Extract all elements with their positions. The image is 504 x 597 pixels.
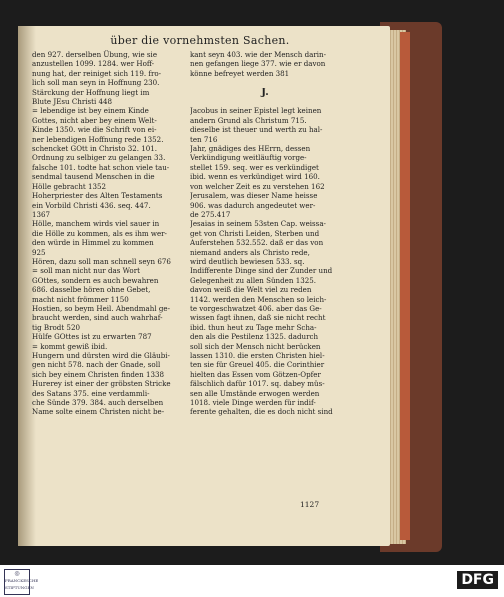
text-line: Jesaias in seinem 53sten Cap. weissa- xyxy=(190,219,326,229)
text-line: schencket GOtt in Christo 32. 101. xyxy=(32,144,158,154)
library-logo: ◎ FRANCKESCHE STIFTUNGEN xyxy=(4,569,30,595)
text-line: GOttes, sondern es auch bewahren xyxy=(32,275,159,285)
dfg-logo: DFG xyxy=(457,571,498,589)
text-line: wissen fagt ihnen, daß sie nicht recht xyxy=(190,313,326,323)
text-line: den 927. derselben Übung, wie sie xyxy=(32,50,158,59)
text-line: Hoherpriester des Alten Testaments xyxy=(32,191,163,201)
text-line: wird deutlich bewiesen 533. sq. xyxy=(190,256,305,266)
text-line: Jerusalem, was dieser Name heisse xyxy=(190,191,318,201)
text-line: J. xyxy=(261,87,269,98)
text-line: stellet 159. seq. wer es verkündiget xyxy=(190,162,319,172)
text-line: anzustellen 1099. 1284. wer Hoff- xyxy=(32,59,155,69)
text-line: Hungern und dürsten wird die Gläubi- xyxy=(32,351,170,360)
text-line: Stärckung der Hoffnung liegt im xyxy=(32,87,150,97)
text-line: ein Vorbild Christi 436. seq. 447. xyxy=(32,200,151,210)
text-line: sen alle Umstände erwogen werden xyxy=(190,388,320,398)
text-line: ferente gehalten, die es doch nicht sind xyxy=(190,407,333,417)
text-line: nung hat, der reiniget sich 119. fro- xyxy=(32,68,162,78)
text-line: kant seyn 403. wie der Mensch darin- xyxy=(190,50,326,59)
text-line: Gottes, nicht aber bey einem Welt- xyxy=(32,115,157,125)
text-line: Hölle gebracht 1352 xyxy=(32,181,107,191)
footer-bar xyxy=(0,565,504,597)
text-line: = lebendige ist bey einem Kinde xyxy=(32,106,149,116)
text-line: ten 716 xyxy=(190,134,218,144)
text-line: ten sie für Greuel 405. die Corinthier xyxy=(190,360,325,370)
text-line: ner lebendigen Hoffnung rede 1352. xyxy=(32,134,164,144)
page-number: 1127 xyxy=(300,500,320,509)
text-line: sendmal tausend Menschen in die xyxy=(32,172,155,182)
text-line: Gelegenheit zu allen Sünden 1325. xyxy=(190,275,316,285)
text-line: Jahr, gnädiges des HErrn, dessen xyxy=(190,144,311,154)
text-line: den würde in Himmel zu kommen xyxy=(32,238,154,248)
text-line: Ordnung zu selbiger zu gelangen 33. xyxy=(32,153,166,163)
text-line: andern Grund als Christum 715. xyxy=(190,115,307,125)
text-line: davon weiß die Welt viel zu reden xyxy=(190,285,312,295)
text-line: könne befreyet werden 381 xyxy=(190,68,290,78)
text-line: Hören, dazu soll man schnell seyn 676 xyxy=(32,256,171,266)
text-line: ibid. wenn es verkündiget wird 160. xyxy=(190,172,320,182)
text-line: 686. dasselbe hören ohne Gebet, xyxy=(32,285,151,295)
text-line: 906. was dadurch angedeutet wer- xyxy=(190,200,316,210)
text-line: lassen 1310. die ersten Christen hiel- xyxy=(190,351,325,360)
text-line: Indifferente Dinge sind der Zunder und xyxy=(190,266,333,276)
page-header: über die vornehmsten Sachen. xyxy=(110,34,290,47)
text-line: Auferstehen 532.552. daß er das von xyxy=(190,238,324,248)
text-line: fälschlich dafür 1017. sq. dabey müs- xyxy=(190,379,325,389)
text-line xyxy=(190,78,340,87)
text-line: Kinde 1350. wie die Schrift von ei- xyxy=(32,125,157,135)
text-line: te vorgeschwatzet 406. aber das Ge- xyxy=(190,303,322,313)
text-line: macht nicht frömmer 1150 xyxy=(32,294,129,304)
text-line: 1018. viele Dinge werden für indif- xyxy=(190,398,316,408)
text-line: tig Brodt 520 xyxy=(32,322,80,332)
text-line: falsche 101. todte hat schon viele tau- xyxy=(32,162,170,172)
text-line: lich soll man seyn in Hoffnung 230. xyxy=(32,78,160,88)
text-line: des Satans 375. eine verdammli- xyxy=(32,388,150,398)
text-line: den als die Pestilenz 1325. dadurch xyxy=(190,332,319,342)
left-column xyxy=(32,50,182,417)
text-line: die Hölle zu kommen, als es ihm wer- xyxy=(32,228,167,238)
text-line: hielten das Essen vom Götzen-Opfer xyxy=(190,369,321,379)
text-line: Hölle, manchem wirds viel sauer in xyxy=(32,219,160,229)
text-line: Hostien, so beym Heil. Abendmahl ge- xyxy=(32,303,170,313)
text-line: ibid. thun heut zu Tage mehr Scha- xyxy=(190,322,317,332)
text-line: = kommt gewiß ibid. xyxy=(32,341,108,351)
text-line: von welcher Zeit es zu verstehen 162 xyxy=(190,181,325,191)
text-line: Blute JEsu Christi 448 xyxy=(32,97,113,107)
text-line: sich bey einem Christen finden 1338 xyxy=(32,369,165,379)
text-line: Jacobus in seiner Epistel legt keinen xyxy=(190,106,322,116)
text-line: braucht werden, sind auch wahrhaf- xyxy=(32,313,163,323)
text-line: soll sich der Mensch nicht berücken xyxy=(190,341,321,351)
right-column xyxy=(190,50,340,417)
text-line: dieselbe ist theuer und werth zu hal- xyxy=(190,125,323,135)
text-line: Verkündigung weitläuftig vorge- xyxy=(190,153,307,163)
text-line: 925 xyxy=(32,247,46,257)
text-line: de 275.417 xyxy=(190,209,231,219)
text-line: Name solte einem Christen nicht be- xyxy=(32,407,165,417)
text-line: 1142. werden den Menschen so leich- xyxy=(190,294,327,304)
text-line: che Sünde 379. 384. auch derselben xyxy=(32,398,164,408)
text-line xyxy=(190,97,340,106)
text-line: gen nicht 578. nach der Gnade, soll xyxy=(32,360,161,370)
text-line: Hülfe GOttes ist zu erwarten 787 xyxy=(32,332,152,342)
text-line: get von Christi Leiden, Sterben und xyxy=(190,228,320,238)
text-line: = soll man nicht nur das Wort xyxy=(32,266,140,276)
text-line: 1367 xyxy=(32,209,51,219)
text-line: Hurerey ist einer der gröbsten Stricke xyxy=(32,379,171,389)
text-line: nen gefangen liege 377. wie er davon xyxy=(190,59,326,69)
text-line: niemand anders als Christo rede, xyxy=(190,247,310,257)
red-page-edge xyxy=(400,32,410,540)
